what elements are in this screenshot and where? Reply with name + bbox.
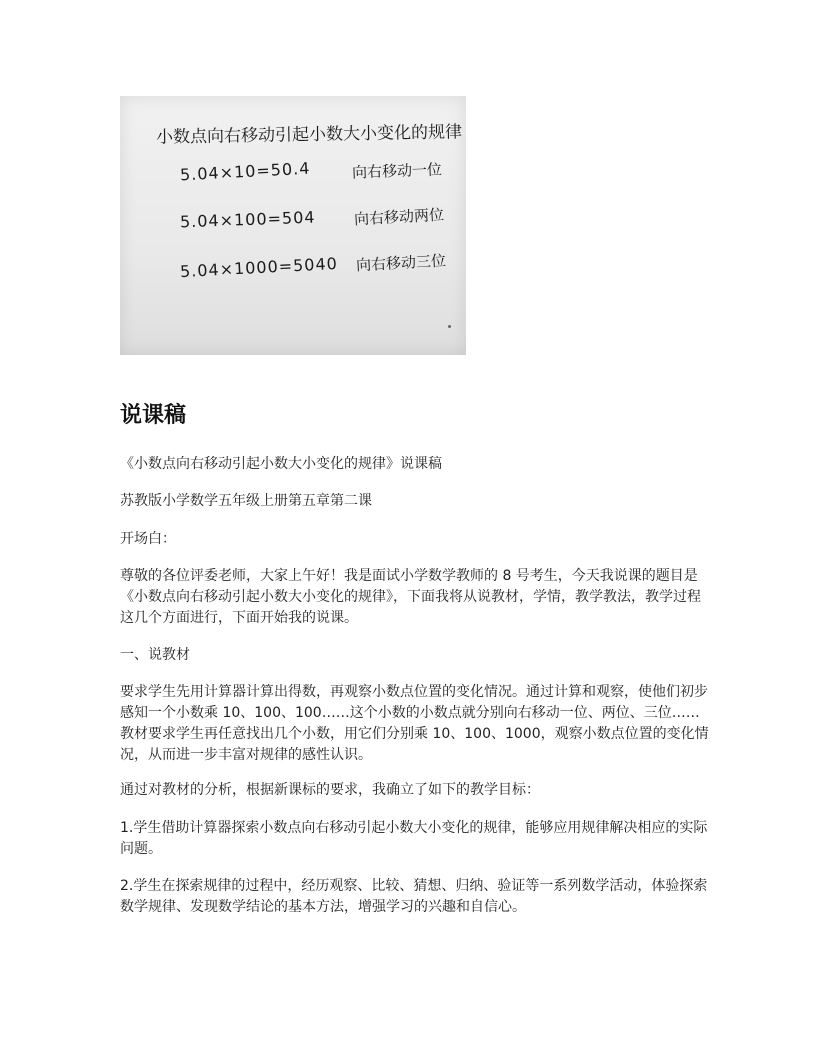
photo-note: 向右移动两位	[353, 205, 445, 229]
paragraph-subtitle: 苏教版小学数学五年级上册第五章第二课	[120, 493, 372, 509]
document-heading: 说课稿	[120, 403, 187, 428]
paragraph-opening-label: 开场白：	[120, 531, 176, 547]
paragraph-goals-intro: 通过对教材的分析，根据新课标的要求，我确立了如下的教学目标：	[120, 782, 540, 798]
document-body	[120, 398, 710, 434]
section-heading-textbook: 一、说教材	[120, 647, 190, 663]
handwritten-notes-photo	[120, 96, 466, 355]
photo-speck	[448, 325, 451, 328]
paragraph-goal-1: 1.学生借助计算器探索小数点向右移动引起小数大小变化的规律，能够应用规律解决相应的实际问题。	[120, 820, 708, 857]
paragraph-goal-2: 2.学生在探索规律的过程中，经历观察、比较、猜想、归纳、验证等一系列数学活动，体验探索数学规律、发现数学结论的基本方法，增强学习的兴趣和自信心。	[120, 878, 708, 915]
paragraph-title: 《小数点向右移动引起小数大小变化的规律》说课稿	[120, 456, 442, 472]
photo-equation: 5.04×10=50.4	[179, 158, 311, 185]
photo-title: 小数点向右移动引起小数大小变化的规律	[155, 122, 463, 148]
paragraph-opening: 尊敬的各位评委老师，大家上午好！我是面试小学数学教师的 8 号考生，今天我说课的题目是《小数点向右移动引起小数大小变化的规律》，下面我将从说教材，学情，教学教法，教学过程这几个方面进行，下面开始我的说课。	[120, 568, 701, 626]
photo-note: 向右移动一位	[351, 160, 443, 182]
photo-equation: 5.04×100=504	[179, 207, 316, 232]
photo-note: 向右移动三位	[355, 251, 447, 275]
paragraph-textbook: 要求学生先用计算器计算出得数，再观察小数点位置的变化情况。通过计算和观察，使他们初步感知一个小数乘 10、100、100……这个小数的小数点就分别向右移动一位、两位、三位……教材要求学生再任意找出几个小数，用它们分别乘 10、100、1000，观察小数点位置的变化情况，从而进一步丰富对规律的感性认识。	[120, 684, 709, 763]
photo-equation: 5.04×1000=5040	[179, 253, 339, 282]
